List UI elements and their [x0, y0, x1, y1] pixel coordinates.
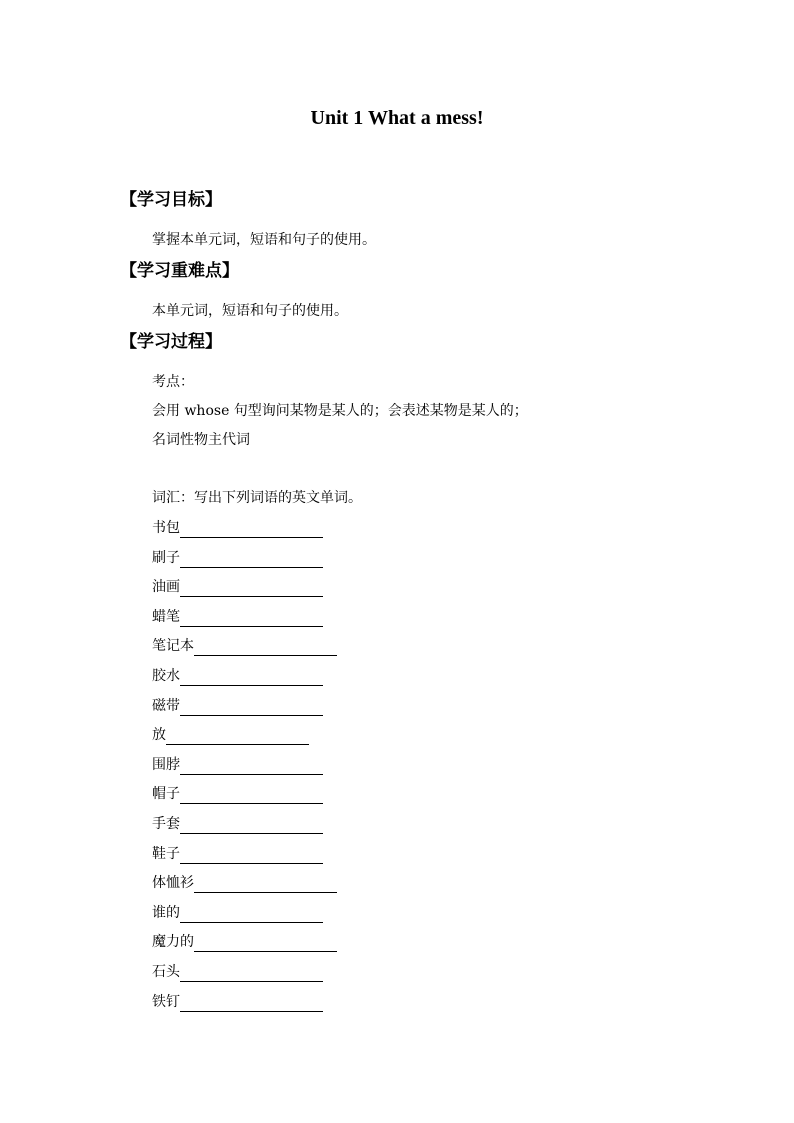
vocab-word: 磁带 [152, 697, 180, 714]
answer-blank[interactable] [180, 666, 323, 686]
answer-blank[interactable] [180, 577, 323, 597]
vocab-item [152, 814, 337, 844]
vocab-item [152, 666, 337, 696]
section-heading-process: 【学习过程】 [120, 332, 222, 352]
key-points-text: 本单元词，短语和句子的使用。 [152, 303, 348, 319]
vocab-word: 刷子 [152, 549, 180, 566]
vocab-item [152, 903, 337, 933]
vocab-item [152, 992, 337, 1022]
answer-blank[interactable] [180, 784, 323, 804]
vocab-word: 石头 [152, 963, 180, 980]
page-title: Unit 1 What a mess! [310, 107, 484, 129]
vocab-word: 书包 [152, 520, 180, 536]
vocab-word: 鞋子 [152, 845, 180, 862]
answer-blank[interactable] [180, 607, 323, 627]
vocab-word: 魔力的 [152, 934, 194, 951]
section-heading-goal: 【学习目标】 [120, 190, 222, 210]
kaodian-list [152, 372, 528, 459]
vocab-item [152, 725, 337, 755]
vocab-item [152, 844, 337, 874]
vocab-word: 油画 [152, 579, 180, 596]
vocab-item [152, 962, 337, 992]
vocab-intro: 词汇：写出下列词语的英文单词。 [152, 490, 362, 506]
vocab-item [152, 518, 337, 548]
vocab-word: 谁的 [152, 904, 180, 921]
vocab-item [152, 636, 337, 666]
vocab-word: 体恤衫 [152, 875, 194, 892]
vocab-word: 帽子 [152, 786, 180, 803]
answer-blank[interactable] [180, 992, 323, 1012]
kaodian-line: 名词性物主代词 [152, 432, 250, 448]
vocab-word: 铁钉 [152, 993, 180, 1010]
answer-blank[interactable] [180, 755, 323, 775]
answer-blank[interactable] [180, 962, 323, 982]
answer-blank[interactable] [180, 814, 323, 834]
answer-blank[interactable] [180, 518, 323, 538]
vocab-word: 蜡笔 [152, 608, 180, 625]
vocab-item [152, 873, 337, 903]
answer-blank[interactable] [180, 696, 323, 716]
vocab-item [152, 696, 337, 726]
vocab-word: 手套 [152, 815, 180, 832]
section-heading-key-points: 【学习重难点】 [120, 261, 239, 281]
answer-blank[interactable] [180, 903, 323, 923]
vocab-word: 胶水 [152, 667, 180, 684]
kaodian-line: 考点： [152, 374, 194, 390]
vocab-item [152, 607, 337, 637]
vocab-word: 围脖 [152, 756, 180, 773]
answer-blank[interactable] [180, 844, 323, 864]
vocab-item [152, 548, 337, 578]
vocab-word: 放 [152, 727, 166, 744]
goal-text: 掌握本单元词，短语和句子的使用。 [152, 232, 376, 248]
vocab-item [152, 932, 337, 962]
vocab-list [152, 518, 337, 1021]
vocab-word: 笔记本 [152, 638, 194, 655]
answer-blank[interactable] [180, 548, 323, 568]
kaodian-line: 会用 whose 句型询问某物是某人的；会表述某物是某人的； [152, 403, 528, 419]
answer-blank[interactable] [194, 873, 337, 893]
answer-blank[interactable] [166, 725, 309, 745]
vocab-item [152, 755, 337, 785]
answer-blank[interactable] [194, 636, 337, 656]
answer-blank[interactable] [194, 932, 337, 952]
vocab-item [152, 577, 337, 607]
vocab-item [152, 784, 337, 814]
